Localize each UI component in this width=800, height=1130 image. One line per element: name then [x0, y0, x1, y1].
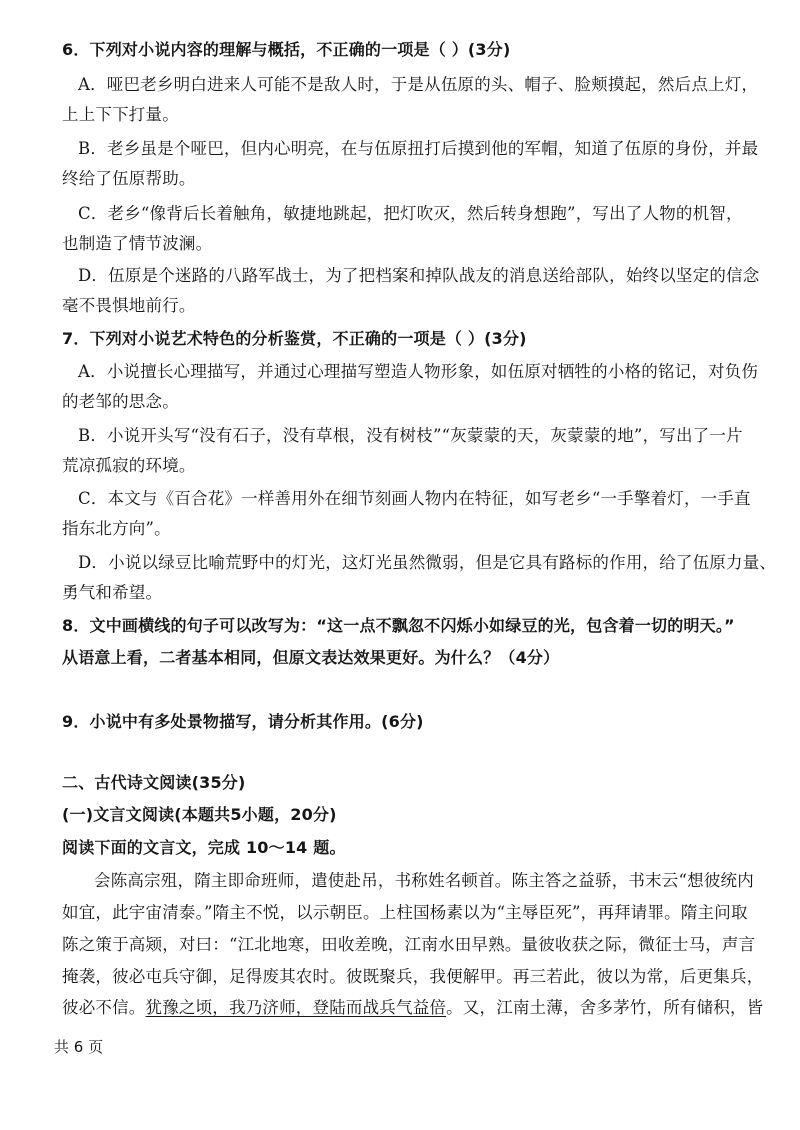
passage-line5: [62, 996, 762, 1020]
q8-line1: 8．文中画横线的句子可以改写为：“这一点不飘忽不闪烁小如绿豆的光，包含着一切的明天。”: [62, 616, 735, 635]
q6-option-a-line2: 上上下下打量。: [62, 105, 179, 124]
q6-option-d-line2: 毫不畏惧地前行。: [62, 296, 196, 315]
page-footer: 共 6 页: [54, 1038, 104, 1056]
q6-option-a-line1: A．哑巴老乡明白进来人可能不是敌人时，于是从伍原的头、帽子、脸颊摸起，然后点上灯，: [78, 75, 759, 94]
q7-option-c-line1: C．本文与《百合花》一样善用外在细节刻画人物内在特征，如写老乡“一手擎着灯，一手直: [78, 489, 751, 508]
passage-line5-end: 。又，江南土薄，舍多茅竹，所有储积，皆: [446, 998, 764, 1017]
section2-title: 二、古代诗文阅读(35分): [62, 773, 246, 792]
q7-option-d-line2: 勇气和希望。: [62, 583, 163, 602]
passage-line5-start: 彼必不信。: [62, 998, 146, 1017]
passage-line3: 陈之策于高颎，对曰：“江北地寒，田收差晚，江南水田早熟。量彼收获之际，微征士马，声言: [62, 935, 756, 954]
q8-line2: 从语意上看，二者基本相同，但原文表达效果更好。为什么？（4分）: [62, 648, 560, 667]
q6-option-b-line2: 终给了伍原帮助。: [62, 169, 196, 188]
q6-option-c-line2: 也制造了情节波澜。: [62, 234, 213, 253]
underlined-sentence: 犹豫之顷，我乃济师，登陆而战兵气益倍: [145, 998, 447, 1017]
q7-option-c-line2: 指东北方向”。: [62, 519, 171, 538]
q7-option-d-line1: D．小说以绿豆比喻荒野中的灯光，这灯光虽然微弱，但是它具有路标的作用，给了伍原力量、: [78, 553, 777, 572]
section2-subtitle: (一)文言文阅读(本题共5小题，20分): [62, 805, 337, 824]
section2-instruction: 阅读下面的文言文，完成 10～14 题。: [62, 838, 346, 857]
q7-option-a-line2: 的老邹的思念。: [62, 392, 179, 411]
q9-stem: 9．小说中有多处景物描写，请分析其作用。(6分): [62, 712, 424, 731]
passage-line4: 掩袭，彼必屯兵守御，足得废其农时。彼既聚兵，我便解甲。再三若此，彼以为常，后更集兵，: [62, 967, 764, 986]
q7-option-b-line2: 荒凉孤寂的环境。: [62, 456, 196, 475]
q7-option-a-line1: A．小说擅长心理描写，并通过心理描写塑造人物形象，如伍原对牺牲的小格的铭记，对负伤: [78, 362, 759, 381]
passage-line1: 会陈高宗殂，隋主即命班师，遣使赴吊，书称姓名顿首。陈主答之益骄，书末云“想彼统内: [94, 871, 754, 890]
q6-option-b-line1: B．老乡虽是个哑巴，但内心明亮，在与伍原扭打后摸到他的军帽，知道了伍原的身份，并最: [78, 139, 759, 158]
passage-line2: 如宜，此宇宙清泰。”隋主不悦，以示朝臣。上柱国杨素以为“主辱臣死”，再拜请罪。隋主问取: [62, 903, 748, 922]
q6-stem: 6．下列对小说内容的理解与概括，不正确的一项是（ ）(3分): [62, 40, 511, 59]
q6-option-c-line1: C．老乡“像背后长着触角，敏捷地跳起，把灯吹灭，然后转身想跑”，写出了人物的机智，: [78, 204, 743, 223]
q7-option-b-line1: B．小说开头写“没有石子，没有草根，没有树枝”“灰蒙蒙的天，灰蒙蒙的地”，写出了一片: [78, 426, 743, 445]
q6-option-d-line1: D．伍原是个迷路的八路军战士，为了把档案和掉队战友的消息送给部队，始终以坚定的信念: [78, 266, 760, 285]
q7-stem: 7．下列对小说艺术特色的分析鉴赏，不正确的一项是（ ）(3分): [62, 329, 527, 348]
